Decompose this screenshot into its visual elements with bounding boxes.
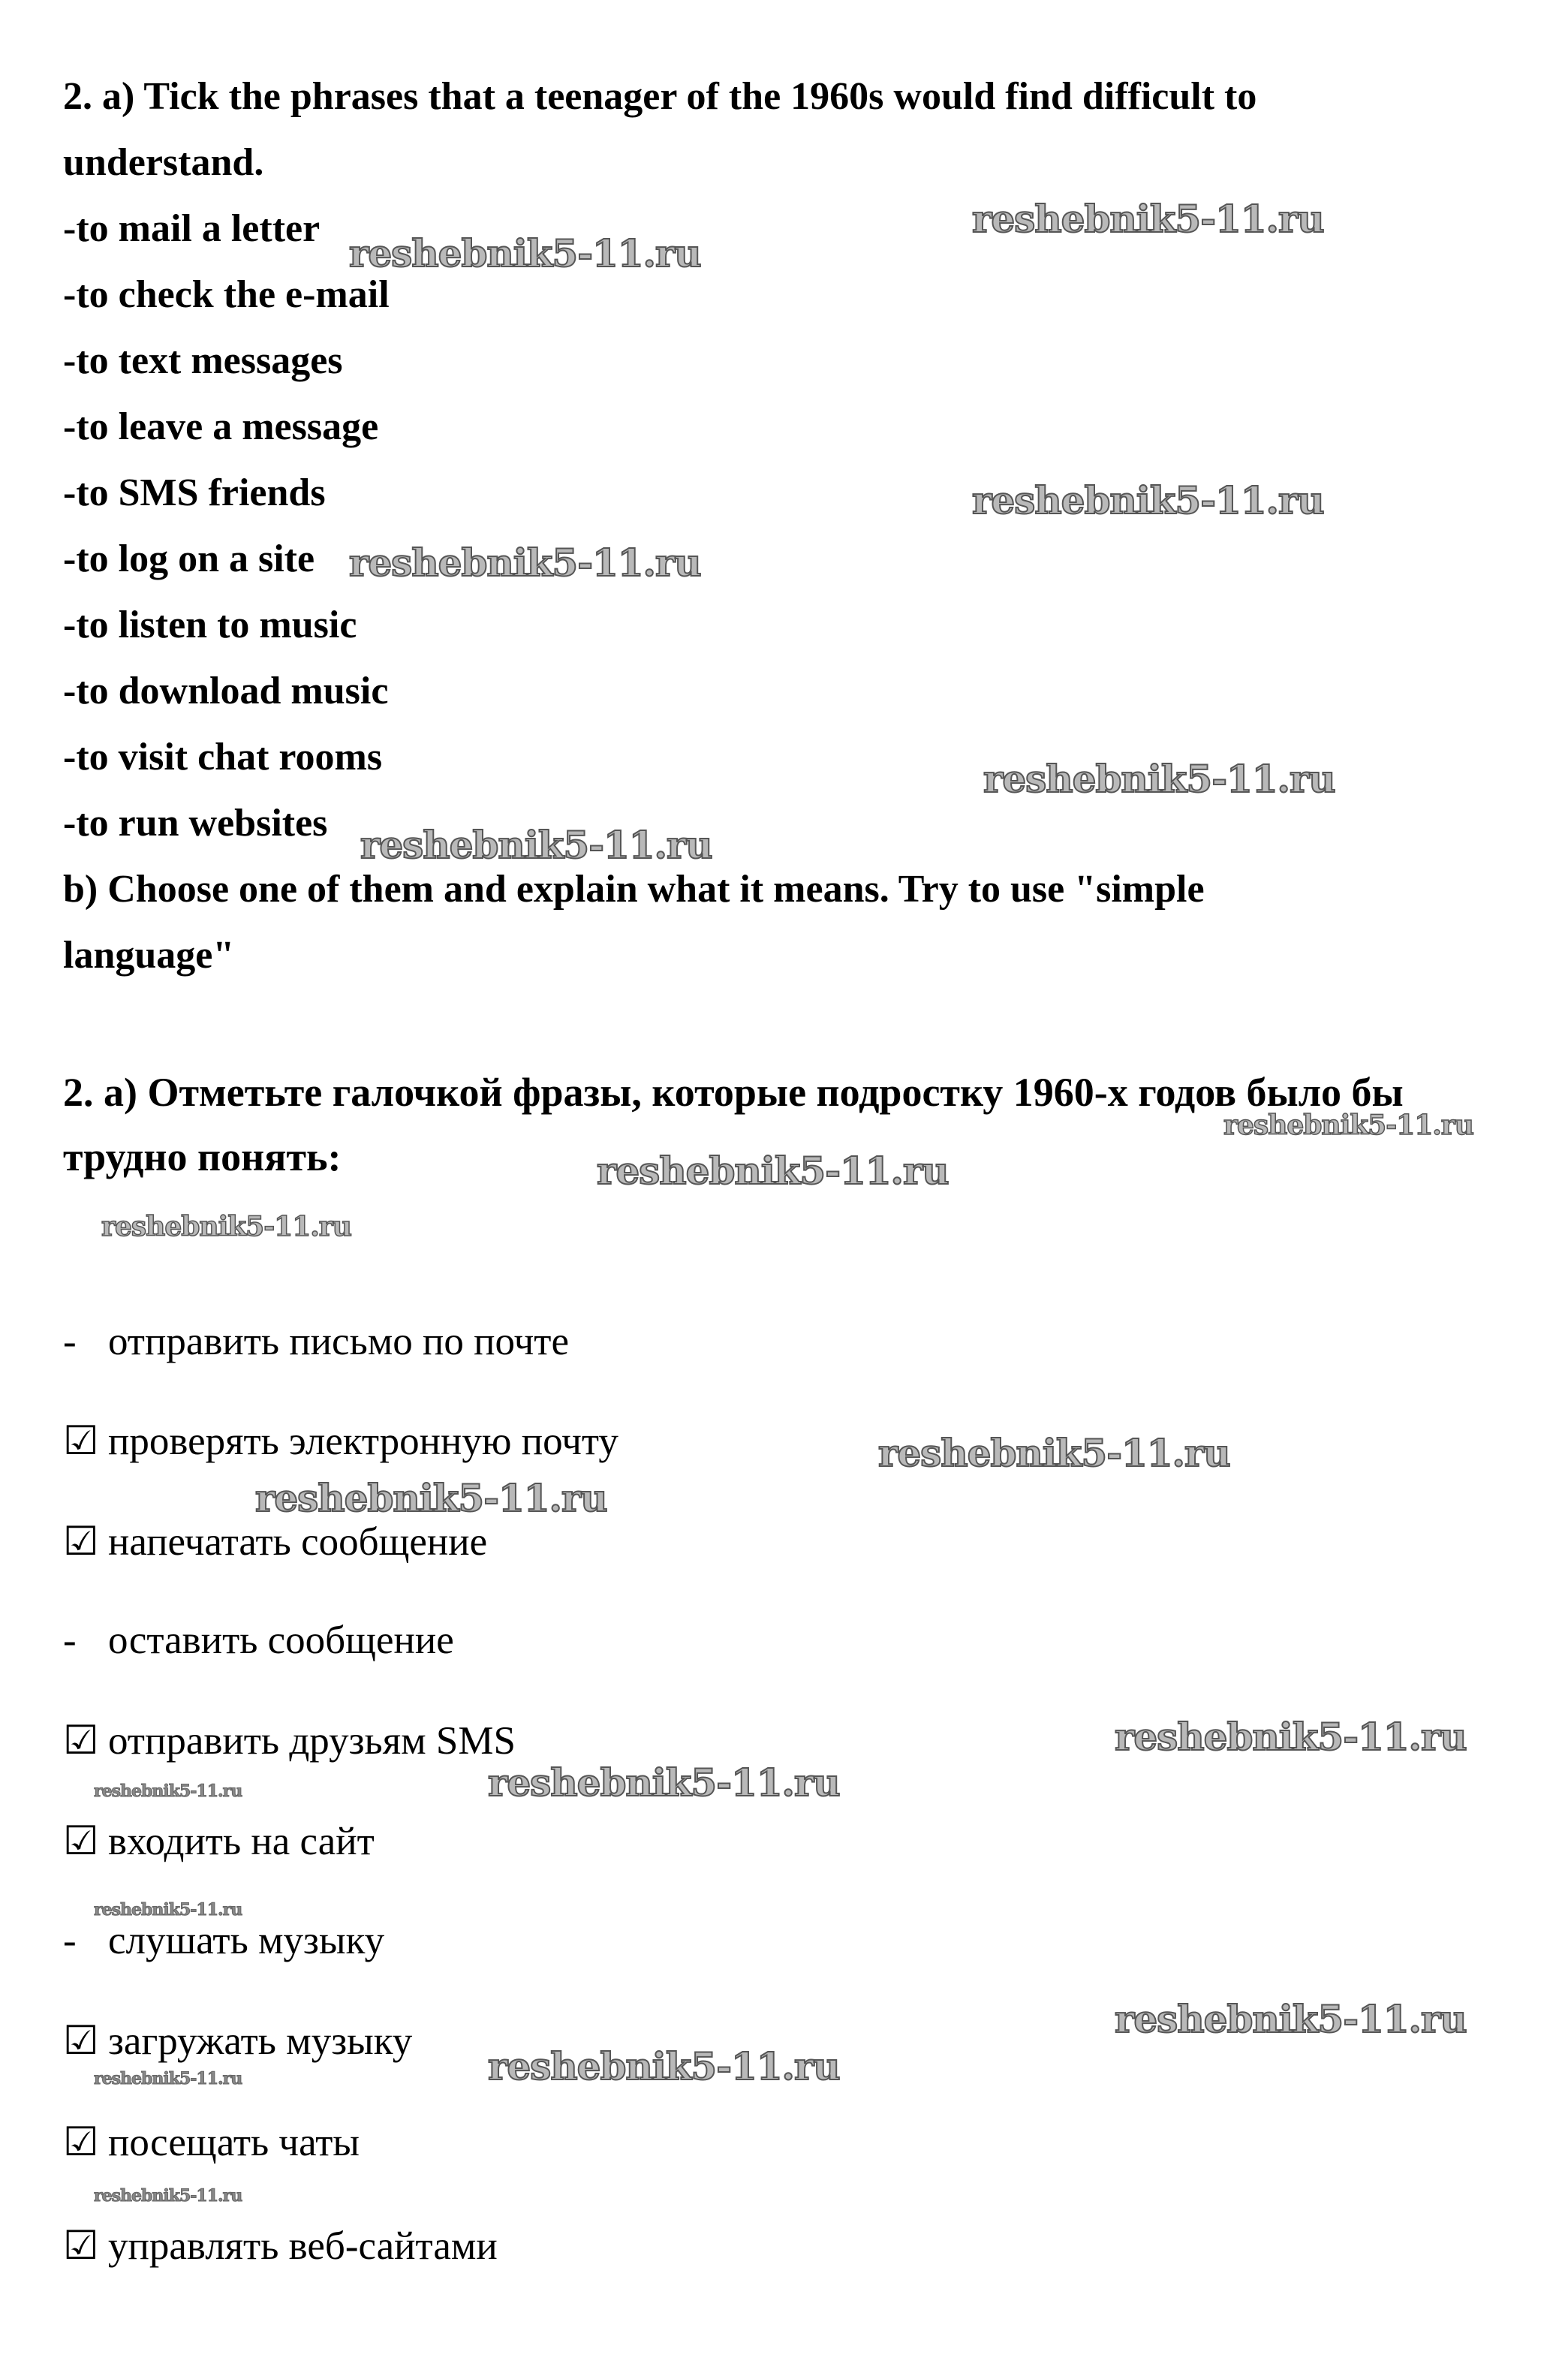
watermark: reshebnik5-11.ru [488, 1760, 840, 1805]
watermark: reshebnik5-11.ru [1115, 1997, 1467, 2041]
checkbox-checked-icon: ☑ [63, 1420, 99, 1463]
task-title-line-1: 2. a) Tick the phrases that a teenager of the 1960s would find difficult to [63, 75, 1257, 118]
phrase-item: -to log on a site [63, 538, 315, 580]
ru-list-item [63, 2116, 360, 2169]
watermark: reshebnik5-11.ru [972, 478, 1324, 522]
watermark: reshebnik5-11.ru [360, 823, 712, 867]
ru-item-text: слушать музыку [108, 1919, 385, 1962]
ru-list-item [63, 2220, 498, 2272]
ru-item-text: оставить сообщение [108, 1619, 454, 1662]
ru-list-item [63, 1614, 454, 1667]
ru-list-item [63, 1516, 487, 1568]
ru-list-item [63, 2015, 412, 2067]
ru-item-text: входить на сайт [108, 1820, 375, 1863]
watermark: reshebnik5-11.ru [597, 1149, 949, 1193]
phrase-item: -to text messages [63, 339, 343, 382]
watermark: reshebnik5-11.ru [349, 541, 701, 585]
ru-item-text: проверять электронную почту [108, 1420, 618, 1463]
watermark: reshebnik5-11.ru [1223, 1110, 1473, 1141]
ru-item-text: управлять веб-сайтами [108, 2224, 498, 2268]
task-title-line-2: understand. [63, 141, 264, 184]
dash-mark: - [63, 1320, 77, 1363]
ru-list-item [63, 1415, 618, 1468]
dash-mark: - [63, 1619, 77, 1662]
watermark: reshebnik5-11.ru [878, 1431, 1230, 1475]
watermark: reshebnik5-11.ru [983, 757, 1335, 801]
watermark: reshebnik5-11.ru [349, 231, 701, 276]
ru-heading-line-1: 2. а) Отметьте галочкой фразы, которые подростку 1960-х годов было бы [63, 1070, 1404, 1115]
ru-list-item [63, 1315, 569, 1368]
ru-item-text: загружать музыку [108, 2019, 413, 2063]
phrase-item: -to visit chat rooms [63, 736, 383, 778]
watermark: reshebnik5-11.ru [488, 2044, 840, 2088]
ru-list-item [63, 1914, 384, 1967]
checkbox-checked-icon: ☑ [63, 2019, 99, 2063]
ru-item-text: отправить друзьям SMS [108, 1719, 516, 1763]
phrase-item: -to download music [63, 670, 389, 712]
watermark: reshebnik5-11.ru [972, 197, 1324, 241]
dash-mark: - [63, 1919, 77, 1962]
checkbox-checked-icon: ☑ [63, 1719, 99, 1763]
watermark: reshebnik5-11.ru [255, 1476, 607, 1520]
watermark: reshebnik5-11.ru [94, 1781, 242, 1801]
ru-item-text: отправить письмо по почте [108, 1320, 569, 1363]
watermark: reshebnik5-11.ru [94, 2069, 242, 2088]
phrase-item: -to mail a letter [63, 207, 321, 250]
part-b-line-2: language" [63, 934, 235, 977]
phrase-item: -to listen to music [63, 604, 357, 646]
ru-item-text: посещать чаты [108, 2121, 360, 2164]
watermark: reshebnik5-11.ru [94, 1900, 242, 1920]
checkbox-checked-icon: ☑ [63, 2224, 99, 2268]
ru-list-item [63, 1815, 375, 1868]
checkbox-checked-icon: ☑ [63, 1520, 99, 1564]
watermark: reshebnik5-11.ru [101, 1211, 351, 1242]
ru-item-text: напечатать сообщение [108, 1520, 488, 1564]
phrase-item: -to SMS friends [63, 471, 326, 514]
watermark: reshebnik5-11.ru [1115, 1715, 1467, 1759]
phrase-item: -to run websites [63, 802, 328, 845]
phrase-item: -to leave a message [63, 405, 379, 448]
ru-list-item [63, 1715, 516, 1767]
checkbox-checked-icon: ☑ [63, 1820, 99, 1863]
part-b-line-1: b) Choose one of them and explain what it means. Try to use "simple [63, 868, 1205, 911]
checkbox-checked-icon: ☑ [63, 2121, 99, 2164]
watermark: reshebnik5-11.ru [94, 2186, 242, 2206]
phrase-item: -to check the e-mail [63, 273, 390, 316]
ru-heading-line-2: трудно понять: [63, 1134, 342, 1179]
